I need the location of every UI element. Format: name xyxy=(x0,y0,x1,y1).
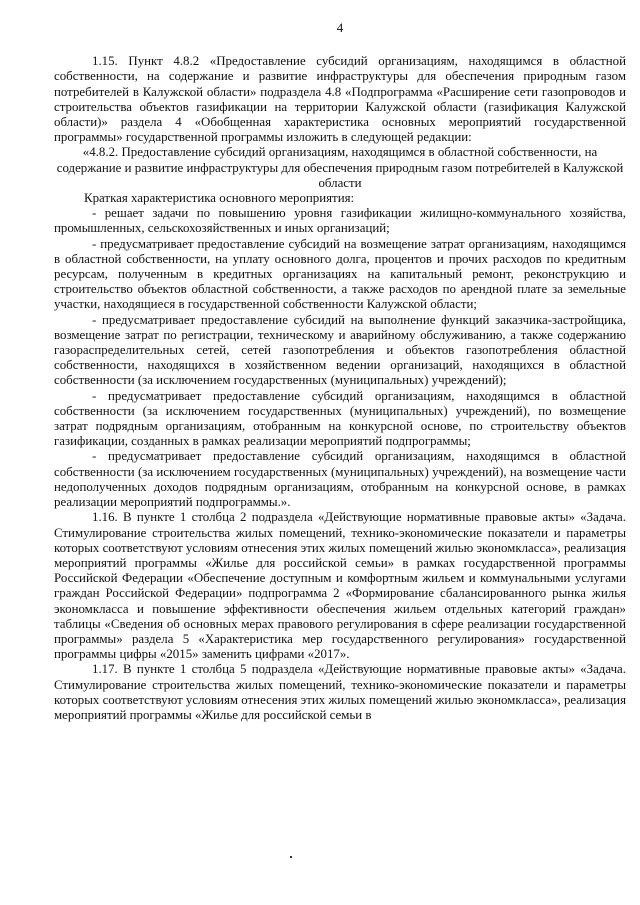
page-number: 4 xyxy=(336,20,344,35)
bullet-item-1: - решает задачи по повышению уровня газификации жилищно-коммунального хозяйства, промышленных, сельскохозяйственных и иных организаций; xyxy=(54,206,626,236)
paragraph-1-17: 1.17. В пункте 1 столбца 5 подраздела «Действующие нормативные правовые акты» «Задача. Стимулирование строительства жилых помещений, технико-экономические показатели и параметры которых соответствуют условиям отнесения этих жилых помещений жилью экономкласса», реализация мероприятий программы «Жилье для российской семьи в xyxy=(54,662,626,722)
bullet-item-2: - предусматривает предоставление субсидий на возмещение затрат организациям, находящимся в областной собственности, на уплату основного долга, процентов и прочих расходов по кредитным ресурсам, полученным в кредитных организациях на капитальный ремонт, реконструкцию и строительство объектов областной собственности, а также расходов по арендной плате за земельные участки, находящиеся в государственной собственности Калужской области; xyxy=(54,236,626,312)
paragraph-1-15: 1.15. Пункт 4.8.2 «Предоставление субсидий организациям, находящимся в областной собственности, на содержание и развитие инфраструктуры для обеспечения природным газом потребителей в Калужской области» подраздела 4.8 «Подпрограмма «Расширение сети газопроводов и строительства объектов газификации на территории Калужской области (газификация Калужской области)» раздела 4 «Обобщенная характеристика основных мероприятий государственной программы» государственной программы изложить в следующей редакции: xyxy=(54,54,626,145)
paragraph-1-16: 1.16. В пункте 1 столбца 2 подраздела «Действующие нормативные правовые акты» «Задача. Стимулирование строительства жилых помещений, технико-экономические показатели и параметры которых соответствуют условиям отнесения этих жилых помещений жилью экономкласса», реализация мероприятий программы «Жилье для российской семьи» в рамках государственной программы Российской Федерации «Обеспечение доступным и комфортным жильем и коммунальными услугами граждан Российской Федерации» подпрограмма 2 «Формирование сбалансированного рынка жилья экономкласса и повышение эффективности обеспечения жильем отдельных категорий граждан» таблицы «Сведения об основных мерах правового регулирования в сфере реализации государственной программы» раздела 5 «Характеристика мер государственного регулирования» государственной программы цифры «2015» заменить цифрами «2017». xyxy=(54,510,626,662)
brief-description-heading: Краткая характеристика основного мероприятия: xyxy=(84,191,355,206)
bullet-item-3: - предусматривает предоставление субсидий на выполнение функций заказчика-застройщика, возмещение затрат по регистрации, техническому и аварийному обслуживанию, а также содержанию газораспределительных сетей, сетей газопотребления и объектов газопотребления областной собственности, находящихся в хозяйственном ведении организаций, находящихся в областной собственности (за исключением государственных (муниципальных) учреждений); xyxy=(54,312,626,388)
bullet-item-4: - предусматривает предоставление субсидий организациям, находящимся в областной собственности (за исключением государственных (муниципальных) учреждений), по возмещение затрат подрядным организациям, отобранным на конкурсной основе, по строительству объектов газификации, созданных в рамках реализации мероприятий подпрограммы; xyxy=(54,388,626,449)
scan-speck xyxy=(290,856,292,858)
quoted-section-title: «4.8.2. Предоставление субсидий организациям, находящимся в областной собственности, на содержание и развитие инфраструктуры для обеспечения природным газом потребителей в Калужской области xyxy=(56,145,624,190)
bullet-item-5: - предусматривает предоставление субсидий организациям, находящимся в областной собственности (за исключением государственных (муниципальных) учреждений), на возмещение части недополученных доходов подрядным организациям, отобранным на конкурсной основе, в рамках реализации мероприятий подпрограммы.». xyxy=(54,449,626,510)
